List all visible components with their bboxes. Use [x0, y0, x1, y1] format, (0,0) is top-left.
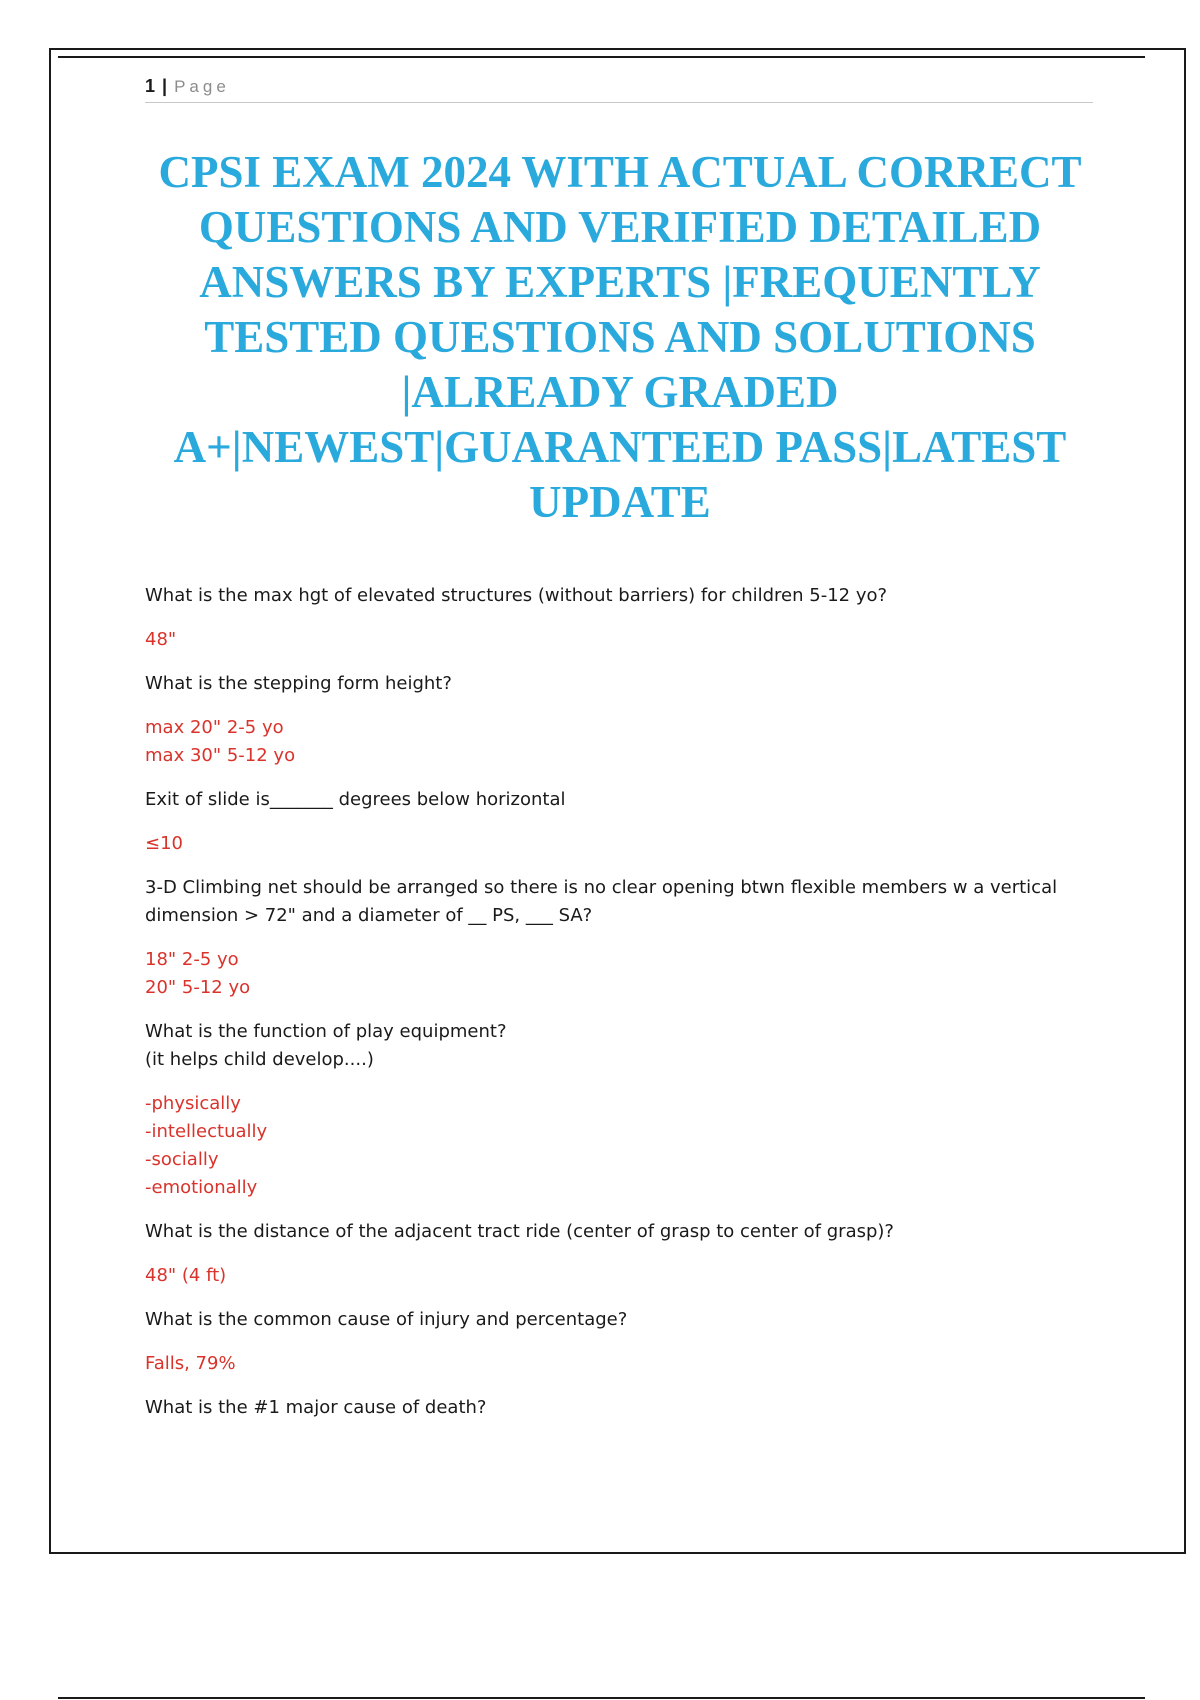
- answer-line: -physically: [145, 1093, 241, 1114]
- page-label: Page: [174, 77, 230, 96]
- answer-2: [145, 714, 1090, 770]
- answer-6: [145, 1262, 1090, 1290]
- answer-1: [145, 626, 1090, 654]
- answer-line: Falls, 79%: [145, 1353, 236, 1374]
- answer-3: [145, 830, 1090, 858]
- question-8: [145, 1394, 1090, 1422]
- answer-line: 20" 5-12 yo: [145, 977, 251, 998]
- question-4: [145, 874, 1090, 930]
- document-title: CPSI EXAM 2024 WITH ACTUAL CORRECT QUESTIONS AND VERIFIED DETAILED ANSWERS BY EXPERTS |FREQUENTLY TESTED QUESTIONS AND SOLUTIONS |ALREADY GRADED A+|NEWEST|GUARANTEED PASS|LATEST UPDATE: [158, 147, 1082, 527]
- answer-line: -emotionally: [145, 1177, 258, 1198]
- question-6: [145, 1218, 1090, 1246]
- page-header: [145, 74, 1093, 103]
- question-1: [145, 582, 1090, 610]
- bottom-rule: [58, 1697, 1145, 1699]
- answer-line: -intellectually: [145, 1121, 268, 1142]
- answer-line: ≤10: [145, 833, 183, 854]
- question-line: What is the distance of the adjacent tract ride (center of grasp to center of grasp)?: [145, 1221, 894, 1242]
- question-line: 3-D Climbing net should be arranged so there is no clear opening btwn flexible members w a vertical: [145, 877, 1058, 898]
- question-line: What is the common cause of injury and percentage?: [145, 1309, 628, 1330]
- question-5: [145, 1018, 1090, 1074]
- question-line: What is the stepping form height?: [145, 673, 452, 694]
- answer-7: [145, 1350, 1090, 1378]
- question-3: [145, 786, 1090, 814]
- page-number: 1: [145, 76, 156, 96]
- question-line: What is the function of play equipment?: [145, 1021, 507, 1042]
- question-line: (it helps child develop....): [145, 1049, 374, 1070]
- answer-line: max 20" 2-5 yo: [145, 717, 284, 738]
- question-2: [145, 670, 1090, 698]
- question-line: dimension > 72" and a diameter of __ PS, ___ SA?: [145, 905, 593, 926]
- answer-4: [145, 946, 1090, 1002]
- question-line: Exit of slide is_______ degrees below horizontal: [145, 789, 566, 810]
- question-line: What is the max hgt of elevated structures (without barriers) for children 5-12 yo?: [145, 585, 888, 606]
- answer-line: 48" (4 ft): [145, 1265, 227, 1286]
- page-separator: |: [162, 76, 168, 96]
- answer-5: [145, 1090, 1090, 1202]
- answer-line: max 30" 5-12 yo: [145, 745, 296, 766]
- qa-list: [145, 582, 1090, 1438]
- question-line: What is the #1 major cause of death?: [145, 1397, 487, 1418]
- top-rule: [58, 56, 1145, 58]
- answer-line: -socially: [145, 1149, 219, 1170]
- answer-line: 48": [145, 629, 177, 650]
- answer-line: 18" 2-5 yo: [145, 949, 239, 970]
- question-7: [145, 1306, 1090, 1334]
